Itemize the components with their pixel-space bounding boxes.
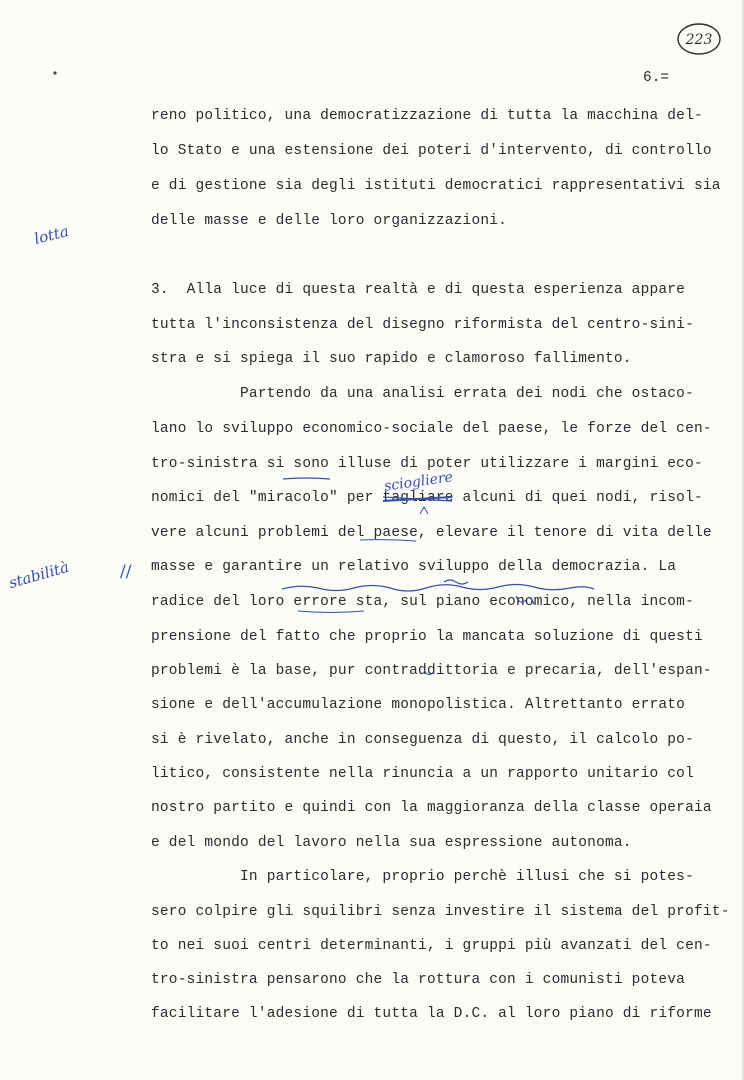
- handwritten-insertion-sciogliere: sciogliere: [383, 469, 454, 495]
- archive-stamp-number: 223: [685, 32, 713, 48]
- page-number: 6.=: [643, 70, 670, 86]
- margin-note-lotta: lotta: [32, 222, 71, 248]
- text-line: problemi è la base, pur contraddittoria e precaria, dell'espan-: [151, 663, 712, 679]
- underline-errore: [298, 611, 364, 613]
- text-line: In particolare, proprio perchè illusi che si potes-: [151, 869, 694, 885]
- tilde-sviluppo: [444, 580, 468, 584]
- text-line: litico, consistente nella rinuncia a un rapporto unitario col: [151, 766, 694, 782]
- text-line: 3. Alla luce di questa realtà e di questa esperienza appare: [151, 282, 686, 298]
- text-line: reno politico, una democratizzazione di tutta la macchina del-: [151, 108, 703, 124]
- text-line: lano lo sviluppo economico-sociale del paese, le forze del cen-: [151, 421, 712, 437]
- text-line: sero colpire gli squilibri senza investire il sistema del profit-: [151, 904, 730, 920]
- text-line: delle masse e delle loro organizzazioni.: [151, 213, 508, 229]
- archive-stamp-circle: [676, 22, 722, 56]
- dust-speck: [52, 70, 58, 76]
- margin-note-stabilita: stabilità: [6, 557, 71, 593]
- text-line: radice del loro errore sta, sul piano economico, nella incom-: [151, 594, 694, 610]
- text-line: e di gestione sia degli istituti democratici rappresentativi sia: [151, 178, 721, 194]
- text-line: prensione del fatto che proprio la mancata soluzione di questi: [151, 629, 703, 645]
- text-line: nomici del "miracolo" per tagliare alcuni di quei nodi, risol-: [151, 490, 703, 506]
- text-line: tro-sinistra si sono illuse di poter utilizzare i margini eco-: [151, 456, 703, 472]
- text-line: masse e garantire un relativo sviluppo della democrazia. La: [151, 559, 677, 575]
- text-line: lo Stato e una estensione dei poteri d'intervento, di controllo: [151, 143, 712, 159]
- wavy-underline-democrazia: [282, 585, 594, 592]
- text-line: Partendo da una analisi errata dei nodi che ostaco-: [151, 386, 694, 402]
- text-line: tutta l'inconsistenza del disegno riformista del centro-sini-: [151, 317, 694, 333]
- text-line: sione e dell'accumulazione monopolistica. Altrettanto errato: [151, 697, 686, 713]
- margin-insertion-mark: //: [120, 562, 132, 582]
- text-line: vere alcuni problemi del paese, elevare il tenore di vita delle: [151, 525, 712, 541]
- insert-caret: [420, 507, 428, 514]
- text-line: to nei suoi centri determinanti, i gruppi più avanzati del cen-: [151, 938, 712, 954]
- text-line: si è rivelato, anche in conseguenza di questo, il calcolo po-: [151, 732, 694, 748]
- text-line: stra e si spiega il suo rapido e clamoroso fallimento.: [151, 351, 632, 367]
- text-line: nostro partito e quindi con la maggioranza della classe operaia: [151, 800, 712, 816]
- text-line: e del mondo del lavoro nella sua espressione autonoma.: [151, 835, 632, 851]
- underline-sono: [283, 478, 330, 479]
- text-line: facilitare l'adesione di tutta la D.C. al loro piano di riforme: [151, 1006, 712, 1022]
- text-line: tro-sinistra pensarono che la rottura con i comunisti poteva: [151, 972, 686, 988]
